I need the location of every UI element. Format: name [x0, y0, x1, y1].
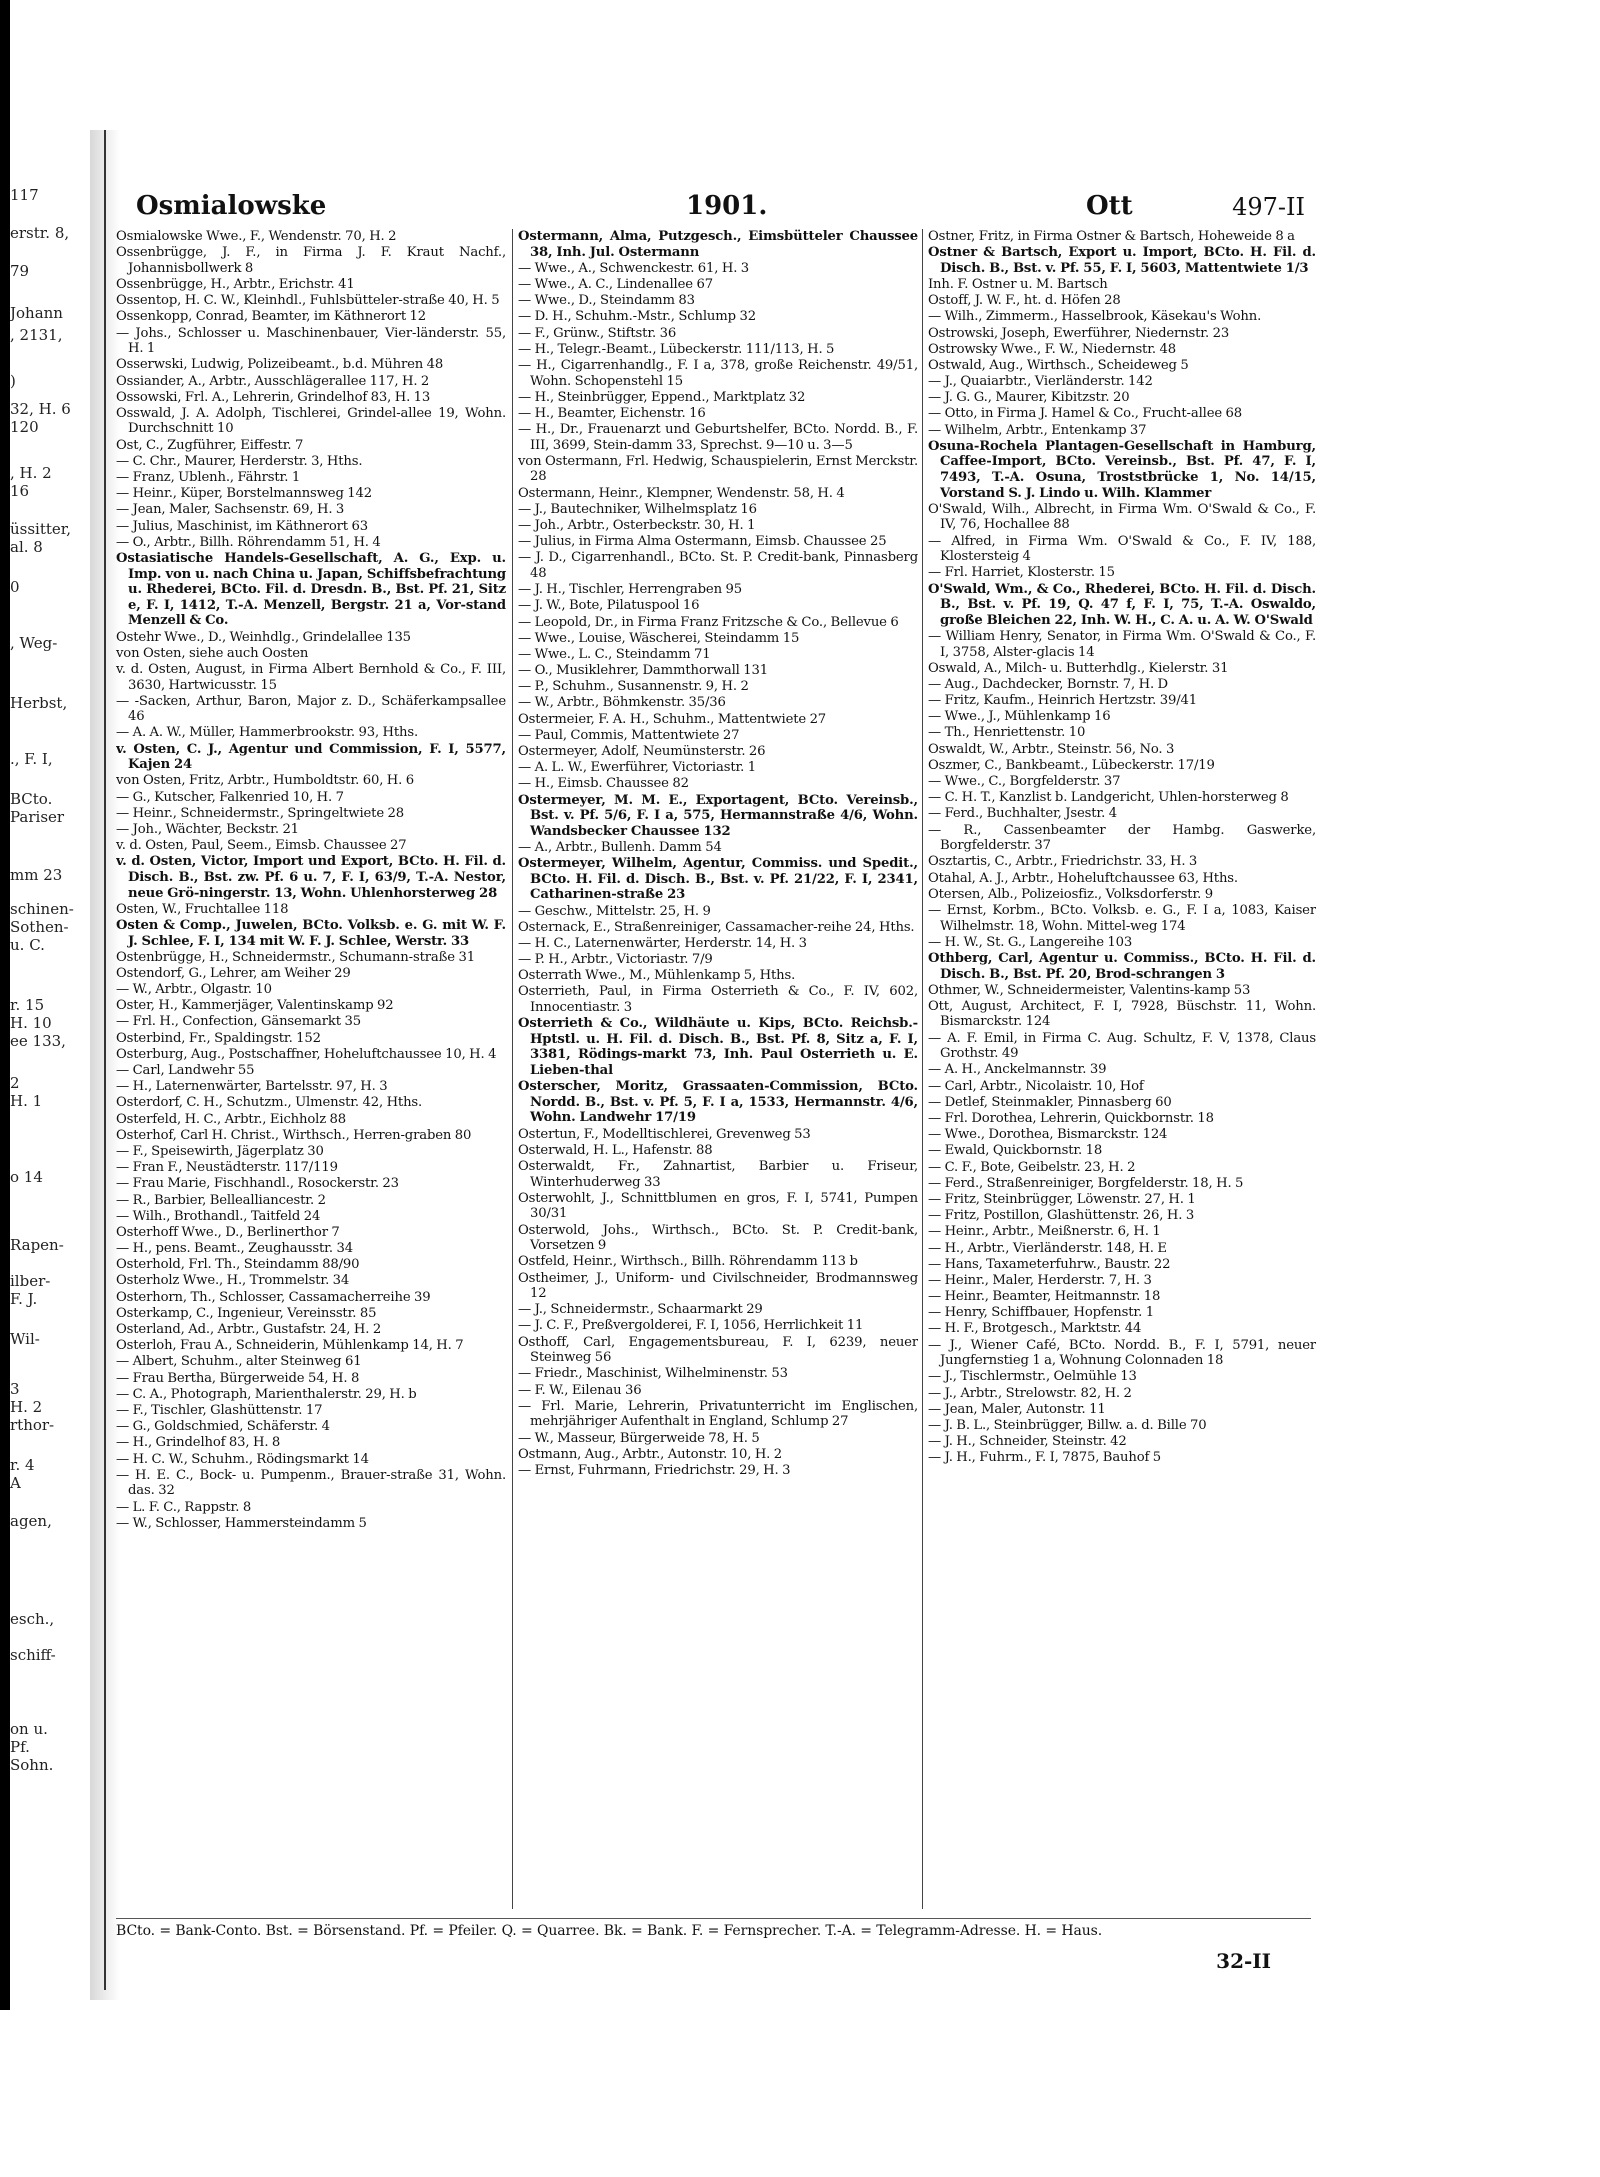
directory-entry: Osterfeld, H. C., Arbtr., Eichholz 88 [116, 1111, 347, 1127]
left-page-text: ., F. I, [10, 750, 53, 768]
left-page-text: , Weg- [10, 634, 58, 652]
header-page-number: 497-II [1232, 193, 1305, 221]
directory-entry: Oszmer, C., Bankbeamt., Lübeckerstr. 17/19 [928, 757, 1215, 773]
directory-entry: Ostenbrügge, H., Schneidermstr., Schumann-straße 31 [116, 949, 475, 965]
directory-entry: Oswald, A., Milch- u. Butterhdlg., Kielerstr. 31 [928, 660, 1229, 676]
directory-entry: Otersen, Alb., Polizeiosfiz., Volksdorferstr. 9 [928, 886, 1213, 902]
directory-entry: — J. H., Fuhrm., F. I, 7875, Bauhof 5 [928, 1450, 1162, 1466]
directory-entry: — Albert, Schuhm., alter Steinweg 61 [116, 1354, 362, 1370]
directory-entry: Ostermeyer, Wilhelm, Agentur, Commiss. und Spedit., BCto. H. Fil. d. Disch. B., Bst. v. Pf. 21/22, F. I, 2341, Catharinen-straße 23 [518, 856, 918, 903]
directory-entry: — Aug., Dachdecker, Bornstr. 7, H. D [928, 676, 1168, 692]
left-page-text: agen, [10, 1512, 52, 1530]
column-2 [518, 229, 918, 1909]
directory-entry: — J., Schneidermstr., Schaarmarkt 29 [518, 1302, 763, 1318]
directory-entry: — H., Eimsb. Chaussee 82 [518, 776, 689, 792]
directory-entry: — Friedr., Maschinist, Wilhelminenstr. 53 [518, 1366, 788, 1382]
directory-entry: — Ernst, Korbm., BCto. Volksb. e. G., F. I a, 1083, Kaiser Wilhelmstr. 18, Wohn. Mittel-weg 174 [928, 902, 1316, 934]
header-first-name: Osmialowske [136, 191, 327, 221]
directory-entry: Oswaldt, W., Arbtr., Steinstr. 56, No. 3 [928, 741, 1175, 757]
directory-entry: v. Osten, C. J., Agentur und Commission, F. I, 5577, Kajen 24 [116, 741, 506, 773]
left-page-text: 120 [10, 418, 39, 436]
left-page-text: , 2131, [10, 326, 63, 344]
directory-entry: Osswald, J. A. Adolph, Tischlerei, Grindel-allee 19, Wohn. Durchschnitt 10 [116, 405, 506, 437]
directory-entry: O'Swald, Wm., & Co., Rhederei, BCto. H. Fil. d. Disch. B., Bst. v. Pf. 19, Q. 47 f, F. I, 75, T.-A. Oswaldo, große Bleichen 22, Inh. W. H., C. A. u. A. W. O'Swald [928, 581, 1316, 628]
directory-entry: — W., Arbtr., Böhmkenstr. 35/36 [518, 695, 726, 711]
directory-entry: Ossowski, Frl. A., Lehrerin, Grindelhof 83, H. 13 [116, 389, 431, 405]
directory-entry: v. d. Osten, Victor, Import und Export, BCto. H. Fil. d. Disch. B., Bst. zw. Pf. 6 u. 7, F. I, 63/9, T.-A. Nestor, neue Grö-ningerstr. 13, Wohn. Uhlenhorsterweg 28 [116, 854, 506, 901]
directory-entry: Osterloh, Frau A., Schneiderin, Mühlenkamp 14, H. 7 [116, 1338, 464, 1354]
directory-entry: Osterdorf, C. H., Schutzm., Ulmenstr. 42, Hths. [116, 1095, 423, 1111]
header-year: 1901. [686, 191, 768, 221]
directory-entry: Ostrowsky Wwe., F. W., Niedernstr. 48 [928, 341, 1176, 357]
left-page-text: esch., [10, 1610, 55, 1628]
directory-entry: Ostermann, Heinr., Klempner, Wendenstr. 58, H. 4 [518, 485, 845, 501]
directory-entry: Osterland, Ad., Arbtr., Gustafstr. 24, H. 2 [116, 1322, 382, 1338]
directory-entry: Osterbind, Fr., Spaldingstr. 152 [116, 1030, 321, 1046]
directory-entry: — J. D., Cigarrenhandl., BCto. St. P. Credit-bank, Pinnasberg 48 [518, 550, 918, 581]
directory-entry: Osmialowske Wwe., F., Wendenstr. 70, H. 2 [116, 229, 397, 244]
directory-entry: — J., Tischlermstr., Oelmühle 13 [928, 1369, 1137, 1385]
directory-entry: — Wwe., Louise, Wäscherei, Steindamm 15 [518, 630, 800, 646]
directory-entry: — D. H., Schuhm.-Mstr., Schlump 32 [518, 309, 756, 325]
directory-entry: Ostermann, Alma, Putzgesch., Eimsbütteler Chaussee 38, Inh. Jul. Ostermann [518, 229, 918, 260]
left-page-text: mm 23 [10, 866, 63, 884]
directory-entry: — Ferd., Buchhalter, Jsestr. 4 [928, 806, 1117, 822]
directory-entry: — Franz, Ublenh., Fährstr. 1 [116, 470, 301, 486]
directory-entry: Ostner, Fritz, in Firma Ostner & Bartsch, Hoheweide 8 a [928, 229, 1295, 244]
directory-entry: — J. B. L., Steinbrügger, Billw. a. d. Bille 70 [928, 1417, 1207, 1433]
footer-rule [116, 1918, 1311, 1919]
directory-entry: — Wwe., L. C., Steindamm 71 [518, 646, 711, 662]
directory-entry: von Osten, Fritz, Arbtr., Humboldtstr. 60, H. 6 [116, 773, 414, 789]
directory-entry: — A. H., Anckelmannstr. 39 [928, 1062, 1107, 1078]
left-page-text: Herbst, [10, 694, 68, 712]
directory-entry: — R., Cassenbeamter der Hambg. Gaswerke, Borgfelderstr. 37 [928, 822, 1316, 854]
directory-entry: Osterwohlt, J., Schnittblumen en gros, F. I, 5741, Pumpen 30/31 [518, 1190, 918, 1222]
directory-entry: — Wwe., A., Schwenckestr. 61, H. 3 [518, 260, 750, 276]
directory-entry: Osterwald, H. L., Hafenstr. 88 [518, 1142, 713, 1158]
directory-entry: — Paul, Commis, Mattentwiete 27 [518, 727, 740, 743]
left-page-text: rthor- [10, 1416, 55, 1434]
directory-entry: — Frau Bertha, Bürgerweide 54, H. 8 [116, 1370, 360, 1386]
directory-page [116, 185, 1316, 2030]
left-page-text: on u. [10, 1720, 48, 1738]
directory-entry: — Frl. H., Confection, Gänsemarkt 35 [116, 1014, 361, 1030]
directory-entry: Ostasiatische Handels-Gesellschaft, A. G., Exp. u. Imp. von u. nach China u. Japan, Schiffsbefrachtung u. Rhederei, BCto. Fil. d. Dresdn. B., Bst. Pf. 21, Sitz e, F. I, 1412, T.-A. Menzell, Bergstr. 21 a, Vor-stand Menzell & Co. [116, 550, 506, 629]
directory-entry: — Fritz, Postillon, Glashüttenstr. 26, H. 3 [928, 1208, 1195, 1224]
directory-entry: — C. Chr., Maurer, Herderstr. 3, Hths. [116, 453, 363, 469]
directory-entry: — Julius, in Firma Alma Ostermann, Eimsb. Chaussee 25 [518, 534, 887, 550]
directory-entry: — H., Laternenwärter, Bartelsstr. 97, H. 3 [116, 1079, 388, 1095]
left-page-text: Wil- [10, 1330, 40, 1348]
directory-entry: Othmer, W., Schneidermeister, Valentins-kamp 53 [928, 982, 1251, 998]
directory-entry: — G., Kutscher, Falkenried 10, H. 7 [116, 789, 344, 805]
directory-entry: — A. L. W., Ewerführer, Victoriastr. 1 [518, 760, 757, 776]
directory-entry: — Heinr., Schneidermstr., Springeltwiete 28 [116, 805, 404, 821]
directory-entry: Osterwold, Johs., Wirthsch., BCto. St. P. Credit-bank, Vorsetzen 9 [518, 1222, 918, 1254]
directory-entry: Ostner & Bartsch, Export u. Import, BCto. H. Fil. d. Disch. B., Bst. v. Pf. 55, F. I, 5603, Mattentwiete 1/3 [928, 245, 1316, 276]
directory-entry: — Jean, Maler, Sachsenstr. 69, H. 3 [116, 502, 345, 518]
directory-entry: — J., Bautechniker, Wilhelmsplatz 16 [518, 501, 757, 517]
directory-entry: — Hans, Taxameterfuhrw., Baustr. 22 [928, 1256, 1171, 1272]
directory-entry: — W., Schlosser, Hammersteindamm 5 [116, 1515, 367, 1531]
directory-entry: Osterrieth & Co., Wildhäute u. Kips, BCto. Reichsb.-Hptstl. u. H. Fil. d. Disch. B., Bst. Pf. 8, Sitz a, F. I, 3381, Rödings-markt 73, Inh. Paul Osterrieth u. E. Lieben-thal [518, 1016, 918, 1079]
left-page-text: 16 [10, 482, 30, 500]
directory-entry: — Wwe., D., Steindamm 83 [518, 293, 695, 309]
directory-entry: — G., Goldschmied, Schäferstr. 4 [116, 1419, 330, 1435]
left-page-text: H. 1 [10, 1092, 43, 1110]
directory-entry: — H., Dr., Frauenarzt und Geburtshelfer, BCto. Nordd. B., F. III, 3699, Stein-damm 33, Sprechst. 9—10 u. 3—5 [518, 422, 918, 453]
directory-entry: Osuna-Rochela Plantagen-Gesellschaft in Hamburg, Caffee-Import, BCto. Vereinsb., Bst. Pf. 47, F. I, 7493, T.-A. Osuna, Troststbrücke 1, No. 14/15, Vorstand S. J. Lindo u. Wilh. Klammer [928, 438, 1316, 501]
directory-entry: Osterhoff Wwe., D., Berlinerthor 7 [116, 1224, 340, 1240]
left-page-text: 32, H. 6 [10, 400, 71, 418]
directory-entry: — Ernst, Fuhrmann, Friedrichstr. 29, H. 3 [518, 1462, 791, 1478]
directory-entry: — Wwe., A. C., Lindenallee 67 [518, 276, 713, 292]
directory-entry: — J., Wiener Café, BCto. Nordd. B., F. I, 5791, neuer Jungfernstieg 1 a, Wohnung Colonnaden 18 [928, 1337, 1316, 1369]
directory-entry: Osterholz Wwe., H., Trommelstr. 34 [116, 1273, 350, 1289]
left-page-text: erstr. 8, [10, 224, 70, 242]
directory-entry: Osterkamp, C., Ingenieur, Vereinsstr. 85 [116, 1305, 377, 1321]
directory-entry: — Julius, Maschinist, im Käthnerort 63 [116, 518, 368, 534]
page-header [116, 185, 1311, 227]
directory-entry: von Osten, siehe auch Oosten [116, 645, 309, 661]
left-page-text: H. 10 [10, 1014, 52, 1032]
left-page-text: r. 15 [10, 996, 45, 1014]
directory-entry: — Joh., Arbtr., Osterbeckstr. 30, H. 1 [518, 518, 756, 533]
directory-entry: — Joh., Wächter, Beckstr. 21 [116, 822, 299, 837]
directory-entry: Osterwaldt, Fr., Zahnartist, Barbier u. Friseur, Winterhuderweg 33 [518, 1158, 918, 1190]
directory-entry: — Wwe., C., Borgfelderstr. 37 [928, 774, 1121, 790]
directory-entry: — Th., Henriettenstr. 10 [928, 725, 1086, 741]
left-page-text: BCto. [10, 790, 53, 808]
directory-entry: Osserwski, Ludwig, Polizeibeamt., b.d. Mühren 48 [116, 357, 444, 373]
directory-entry: Ostermeyer, Adolf, Neumünsterstr. 26 [518, 744, 766, 760]
directory-entry: Ostmann, Aug., Arbtr., Autonstr. 10, H. 2 [518, 1446, 782, 1462]
directory-entry: Ott, August, Architect, F. I, 7928, Büschstr. 11, Wohn. Bismarckstr. 124 [928, 998, 1316, 1030]
abbreviation-legend: BCto. = Bank-Conto. Bst. = Börsenstand. Pf. = Pfeiler. Q. = Quarree. Bk. = Bank. F. = Fernsprecher. T.-A. = Telegramm-Adresse. H. = Haus. [116, 1923, 1103, 1939]
directory-entry: — P., Schuhm., Susannenstr. 9, H. 2 [518, 679, 749, 695]
directory-entry: — Otto, in Firma J. Hamel & Co., Frucht-allee 68 [928, 406, 1243, 422]
directory-entry: Osterscher, Moritz, Grassaaten-Commission, BCto. Nordd. B., Bst. v. Pf. 5, F. I a, 1533, Hermannstr. 4/6, Wohn. Landwehr 17/19 [518, 1079, 918, 1126]
left-page-text: , H. 2 [10, 464, 52, 482]
left-page-text: schinen- [10, 900, 74, 918]
left-page-text: 117 [10, 186, 39, 204]
directory-entry: Osten & Comp., Juwelen, BCto. Volksb. e. G. mit W. F. J. Schlee, F. I, 134 mit W. F. J. Schlee, Werstr. 33 [116, 917, 506, 949]
directory-entry: — C. H. T., Kanzlist b. Landgericht, Uhlen-horsterweg 8 [928, 790, 1289, 806]
directory-entry: — Frau Marie, Fischhandl., Rosockerstr. 23 [116, 1176, 399, 1192]
directory-entry: — Wwe., J., Mühlenkamp 16 [928, 709, 1111, 725]
directory-entry: — Ewald, Quickbornstr. 18 [928, 1143, 1103, 1159]
directory-entry: — Wwe., Dorothea, Bismarckstr. 124 [928, 1127, 1168, 1143]
left-page-text: ee 133, [10, 1032, 66, 1050]
directory-entry: — J. H., Schneider, Steinstr. 42 [928, 1434, 1127, 1450]
directory-entry: — P. H., Arbtr., Victoriastr. 7/9 [518, 952, 713, 968]
directory-entry: — Alfred, in Firma Wm. O'Swald & Co., F. IV, 188, Klostersteig 4 [928, 533, 1316, 565]
directory-entry: — H., Telegr.-Beamt., Lübeckerstr. 111/113, H. 5 [518, 341, 835, 357]
directory-entry: — C. F., Bote, Geibelstr. 23, H. 2 [928, 1159, 1136, 1175]
directory-entry: Otahal, A. J., Arbtr., Hoheluftchaussee 63, Hths. [928, 870, 1238, 886]
directory-entry: — Frl. Marie, Lehrerin, Privatunterricht im Englischen, mehrjähriger Aufenthalt in England, Schlump 27 [518, 1398, 918, 1430]
directory-entry: — Heinr., Maler, Herderstr. 7, H. 3 [928, 1272, 1152, 1288]
left-page-text: 2 [10, 1074, 20, 1092]
directory-entry: Ossenkopp, Conrad, Beamter, im Käthnerort 12 [116, 309, 427, 325]
directory-entry: von Ostermann, Frl. Hedwig, Schauspielerin, Ernst Merckstr. 28 [518, 453, 918, 485]
directory-entry: Ostendorf, G., Lehrer, am Weiher 29 [116, 965, 351, 981]
directory-entry: — Detlef, Steinmakler, Pinnasberg 60 [928, 1094, 1172, 1110]
header-last-name: Ott [1086, 191, 1133, 221]
directory-entry: — J. H., Tischler, Herrengraben 95 [518, 582, 742, 598]
directory-entry: Osterhof, Carl H. Christ., Wirthsch., Herren-graben 80 [116, 1127, 472, 1143]
directory-entry: — H. C., Laternenwärter, Herderstr. 14, H. 3 [518, 935, 807, 951]
directory-entry: — Heinr., Arbtr., Meißnerstr. 6, H. 1 [928, 1224, 1161, 1240]
directory-entry: — F., Grünw., Stiftstr. 36 [518, 325, 677, 341]
directory-entry: — F., Tischler, Glashüttenstr. 17 [116, 1402, 323, 1418]
left-page-text: A [10, 1474, 21, 1492]
directory-entry: Inh. F. Ostner u. M. Bartsch [928, 276, 1108, 292]
left-page-text: Sothen- [10, 918, 69, 936]
left-page-text: Sohn. [10, 1756, 54, 1774]
directory-entry: — F., Speisewirth, Jägerplatz 30 [116, 1143, 324, 1159]
left-page-text: Pariser [10, 808, 65, 826]
directory-entry: — J. W., Bote, Pilatuspool 16 [518, 598, 700, 614]
directory-entry: — H., Cigarrenhandlg., F. I a, 378, große Reichenstr. 49/51, Wohn. Schopenstehl 15 [518, 357, 918, 389]
left-page-text: H. 2 [10, 1398, 43, 1416]
directory-entry: Osternack, E., Straßenreiniger, Cassamacher-reihe 24, Hths. [518, 919, 915, 935]
column-1 [116, 229, 506, 1909]
left-page-text: al. 8 [10, 538, 43, 556]
directory-entry: — H., Grindelhof 83, H. 8 [116, 1435, 281, 1451]
directory-entry: Osterhorn, Th., Schlosser, Cassamacherreihe 39 [116, 1289, 431, 1305]
directory-entry: — Frl. Dorothea, Lehrerin, Quickbornstr. 18 [928, 1111, 1214, 1126]
directory-entry: — A. A. W., Müller, Hammerbrookstr. 93, Hths. [116, 725, 419, 741]
directory-entry: Osthoff, Carl, Engagementsbureau, F. I, 6239, neuer Steinweg 56 [518, 1334, 918, 1366]
directory-entry: — H. E. C., Bock- u. Pumpenm., Brauer-straße 31, Wohn. das. 32 [116, 1467, 506, 1499]
directory-entry: — -Sacken, Arthur, Baron, Major z. D., Schäferkampsallee 46 [116, 693, 506, 725]
left-page-text: schiff- [10, 1646, 56, 1664]
left-page-text: 3 [10, 1380, 20, 1398]
directory-entry: — Johs., Schlosser u. Maschinenbauer, Vier-länderstr. 55, H. 1 [116, 325, 506, 357]
directory-entry: Ostehr Wwe., D., Weinhdlg., Grindelallee 135 [116, 629, 411, 645]
left-page-text: u. C. [10, 936, 45, 954]
left-page-text: 0 [10, 578, 20, 596]
column-rule [512, 229, 513, 1909]
directory-entry: — Wilh., Zimmerm., Hasselbrook, Käsekau's Wohn. [928, 309, 1262, 325]
directory-entry: — J. G. G., Maurer, Kibitzstr. 20 [928, 390, 1130, 406]
directory-entry: Oster, H., Kammerjäger, Valentinskamp 92 [116, 998, 394, 1014]
directory-entry: — Leopold, Dr., in Firma Franz Fritzsche & Co., Bellevue 6 [518, 614, 899, 630]
directory-entry: — Heinr., Beamter, Heitmannstr. 18 [928, 1289, 1161, 1305]
directory-entry: Ost, C., Zugführer, Eiffestr. 7 [116, 437, 304, 453]
left-page-text: ilber- [10, 1272, 51, 1290]
directory-entry: — H., pens. Beamt., Zeughausstr. 34 [116, 1241, 353, 1257]
directory-entry: Ossenbrügge, H., Arbtr., Erichstr. 41 [116, 276, 355, 292]
directory-entry: — Fran F., Neustädterstr. 117/119 [116, 1160, 338, 1176]
directory-entry: — Carl, Landwehr 55 [116, 1063, 255, 1079]
directory-entry: — Frl. Harriet, Klosterstr. 15 [928, 565, 1115, 581]
column-3 [928, 229, 1316, 1909]
directory-entry: — O., Arbtr., Billh. Röhrendamm 51, H. 4 [116, 534, 381, 550]
directory-entry: — Henry, Schiffbauer, Hopfenstr. 1 [928, 1305, 1154, 1321]
directory-entry: Ostheimer, J., Uniform- und Civilschneider, Brodmannsweg 12 [518, 1270, 918, 1302]
directory-entry: v. d. Osten, August, in Firma Albert Bernhold & Co., F. III, 3630, Hartwicusstr. 15 [116, 661, 506, 693]
directory-entry: Ostrowski, Joseph, Ewerführer, Niedernstr. 23 [928, 325, 1230, 341]
directory-entry: — J., Arbtr., Strelowstr. 82, H. 2 [928, 1385, 1132, 1401]
left-page-fragment [10, 0, 98, 2010]
directory-entry: Ostertun, F., Modelltischlerei, Grevenweg 53 [518, 1126, 811, 1142]
directory-entry: — H. C. W., Schuhm., Rödingsmarkt 14 [116, 1451, 369, 1467]
directory-entry: — L. F. C., Rappstr. 8 [116, 1499, 252, 1515]
printer-signature: 32-II [1216, 1949, 1271, 1973]
scan-edge [0, 0, 10, 2010]
directory-entry: — Fritz, Steinbrügger, Löwenstr. 27, H. 1 [928, 1191, 1196, 1207]
directory-entry: O'Swald, Wilh., Albrecht, in Firma Wm. O'Swald & Co., F. IV, 76, Hochallee 88 [928, 501, 1316, 533]
directory-entry: — A. F. Emil, in Firma C. Aug. Schultz, F. V, 1378, Claus Grothstr. 49 [928, 1030, 1316, 1062]
directory-entry: — R., Barbier, Bellealliancestr. 2 [116, 1192, 326, 1208]
directory-entry: Osterhold, Frl. Th., Steindamm 88/90 [116, 1257, 360, 1273]
column-rule [922, 229, 923, 1909]
left-page-text: Pf. [10, 1738, 30, 1756]
directory-entry: Osterburg, Aug., Postschaffner, Hoheluftchaussee 10, H. 4 [116, 1046, 497, 1062]
directory-entry: Ostermeyer, M. M. E., Exportagent, BCto. Vereinsb., Bst. v. Pf. 5/6, F. I a, 575, Hermannstraße 4/6, Wohn. Wandsbecker Chaussee 132 [518, 792, 918, 839]
directory-entry: — W., Arbtr., Olgastr. 10 [116, 982, 272, 998]
directory-entry: Ossiander, A., Arbtr., Ausschlägerallee 117, H. 2 [116, 373, 430, 389]
directory-entry: Ostoff, J. W. F., ht. d. Höfen 28 [928, 293, 1121, 309]
directory-entry: — H. F., Brotgesch., Marktstr. 44 [928, 1321, 1142, 1337]
directory-entry: — F. W., Eilenau 36 [518, 1382, 642, 1398]
directory-entry: — J., Quaiarbtr., Vierländerstr. 142 [928, 374, 1153, 390]
left-page-text: o 14 [10, 1168, 43, 1186]
directory-entry: — H., Arbtr., Vierländerstr. 148, H. E [928, 1240, 1167, 1256]
directory-entry: Osterrieth, Paul, in Firma Osterrieth & Co., F. IV, 602, Innocentiastr. 3 [518, 984, 918, 1016]
directory-entry: — Carl, Arbtr., Nicolaistr. 10, Hof [928, 1078, 1144, 1094]
directory-entry: — O., Musiklehrer, Dammthorwall 131 [518, 663, 769, 679]
directory-entry: — Jean, Maler, Autonstr. 11 [928, 1401, 1106, 1417]
left-page-text: 79 [10, 262, 30, 280]
left-page-text: üssitter, [10, 520, 72, 538]
left-page-text: ) [10, 372, 16, 390]
directory-entry: Ossenbrügge, J. F., in Firma J. F. Kraut Nachf., Johannisbollwerk 8 [116, 245, 506, 276]
directory-entry: — W., Masseur, Bürgerweide 78, H. 5 [518, 1430, 760, 1446]
directory-entry: v. d. Osten, Paul, Seem., Eimsb. Chaussee 27 [116, 838, 407, 854]
left-page-text: r. 4 [10, 1456, 35, 1474]
directory-entry: — William Henry, Senator, in Firma Wm. O'Swald & Co., F. I, 3758, Alster-glacis 14 [928, 628, 1316, 660]
directory-entry: Ostwald, Aug., Wirthsch., Scheideweg 5 [928, 357, 1189, 373]
directory-entry: — Wilh., Brothandl., Taitfeld 24 [116, 1208, 321, 1224]
directory-entry: Osztartis, C., Arbtr., Friedrichstr. 33, H. 3 [928, 854, 1198, 870]
directory-entry: Othberg, Carl, Agentur u. Commiss., BCto. H. Fil. d. Disch. B., Bst. Pf. 20, Brod-schrangen 3 [928, 950, 1316, 982]
directory-entry: — Heinr., Küper, Borstelmannsweg 142 [116, 486, 373, 502]
directory-entry: — Fritz, Kaufm., Heinrich Hertzstr. 39/41 [928, 693, 1197, 709]
directory-entry: — H., Beamter, Eichenstr. 16 [518, 405, 706, 421]
directory-entry: — C. A., Photograph, Marienthalerstr. 29, H. b [116, 1386, 417, 1402]
directory-entry: Ostfeld, Heinr., Wirthsch., Billh. Röhrendamm 113 b [518, 1254, 858, 1270]
directory-entry: — J. C. F., Preßvergolderei, F. I, 1056, Herrlichkeit 11 [518, 1318, 864, 1334]
directory-entry: — H., Steinbrügger, Eppend., Marktplatz 32 [518, 389, 806, 405]
directory-entry: Ostermeier, F. A. H., Schuhm., Mattentwiete 27 [518, 711, 827, 727]
gutter-line [104, 130, 106, 1990]
left-page-text: F. J. [10, 1290, 38, 1308]
directory-entry: — Wilhelm, Arbtr., Entenkamp 37 [928, 422, 1147, 438]
directory-entry: Osterrath Wwe., M., Mühlenkamp 5, Hths. [518, 968, 796, 984]
left-page-text: Johann [10, 304, 63, 322]
directory-entry: Osten, W., Fruchtallee 118 [116, 901, 289, 917]
directory-entry: — Geschw., Mittelstr. 25, H. 9 [518, 903, 711, 919]
directory-entry: Ossentop, H. C. W., Kleinhdl., Fuhlsbütteler-straße 40, H. 5 [116, 293, 500, 309]
directory-entry: — H. W., St. G., Langereihe 103 [928, 934, 1133, 950]
left-page-text: Rapen- [10, 1236, 64, 1254]
directory-entry: — Ferd., Straßenreiniger, Borgfelderstr. 18, H. 5 [928, 1175, 1244, 1191]
directory-entry: — A., Arbtr., Bullenh. Damm 54 [518, 839, 722, 855]
